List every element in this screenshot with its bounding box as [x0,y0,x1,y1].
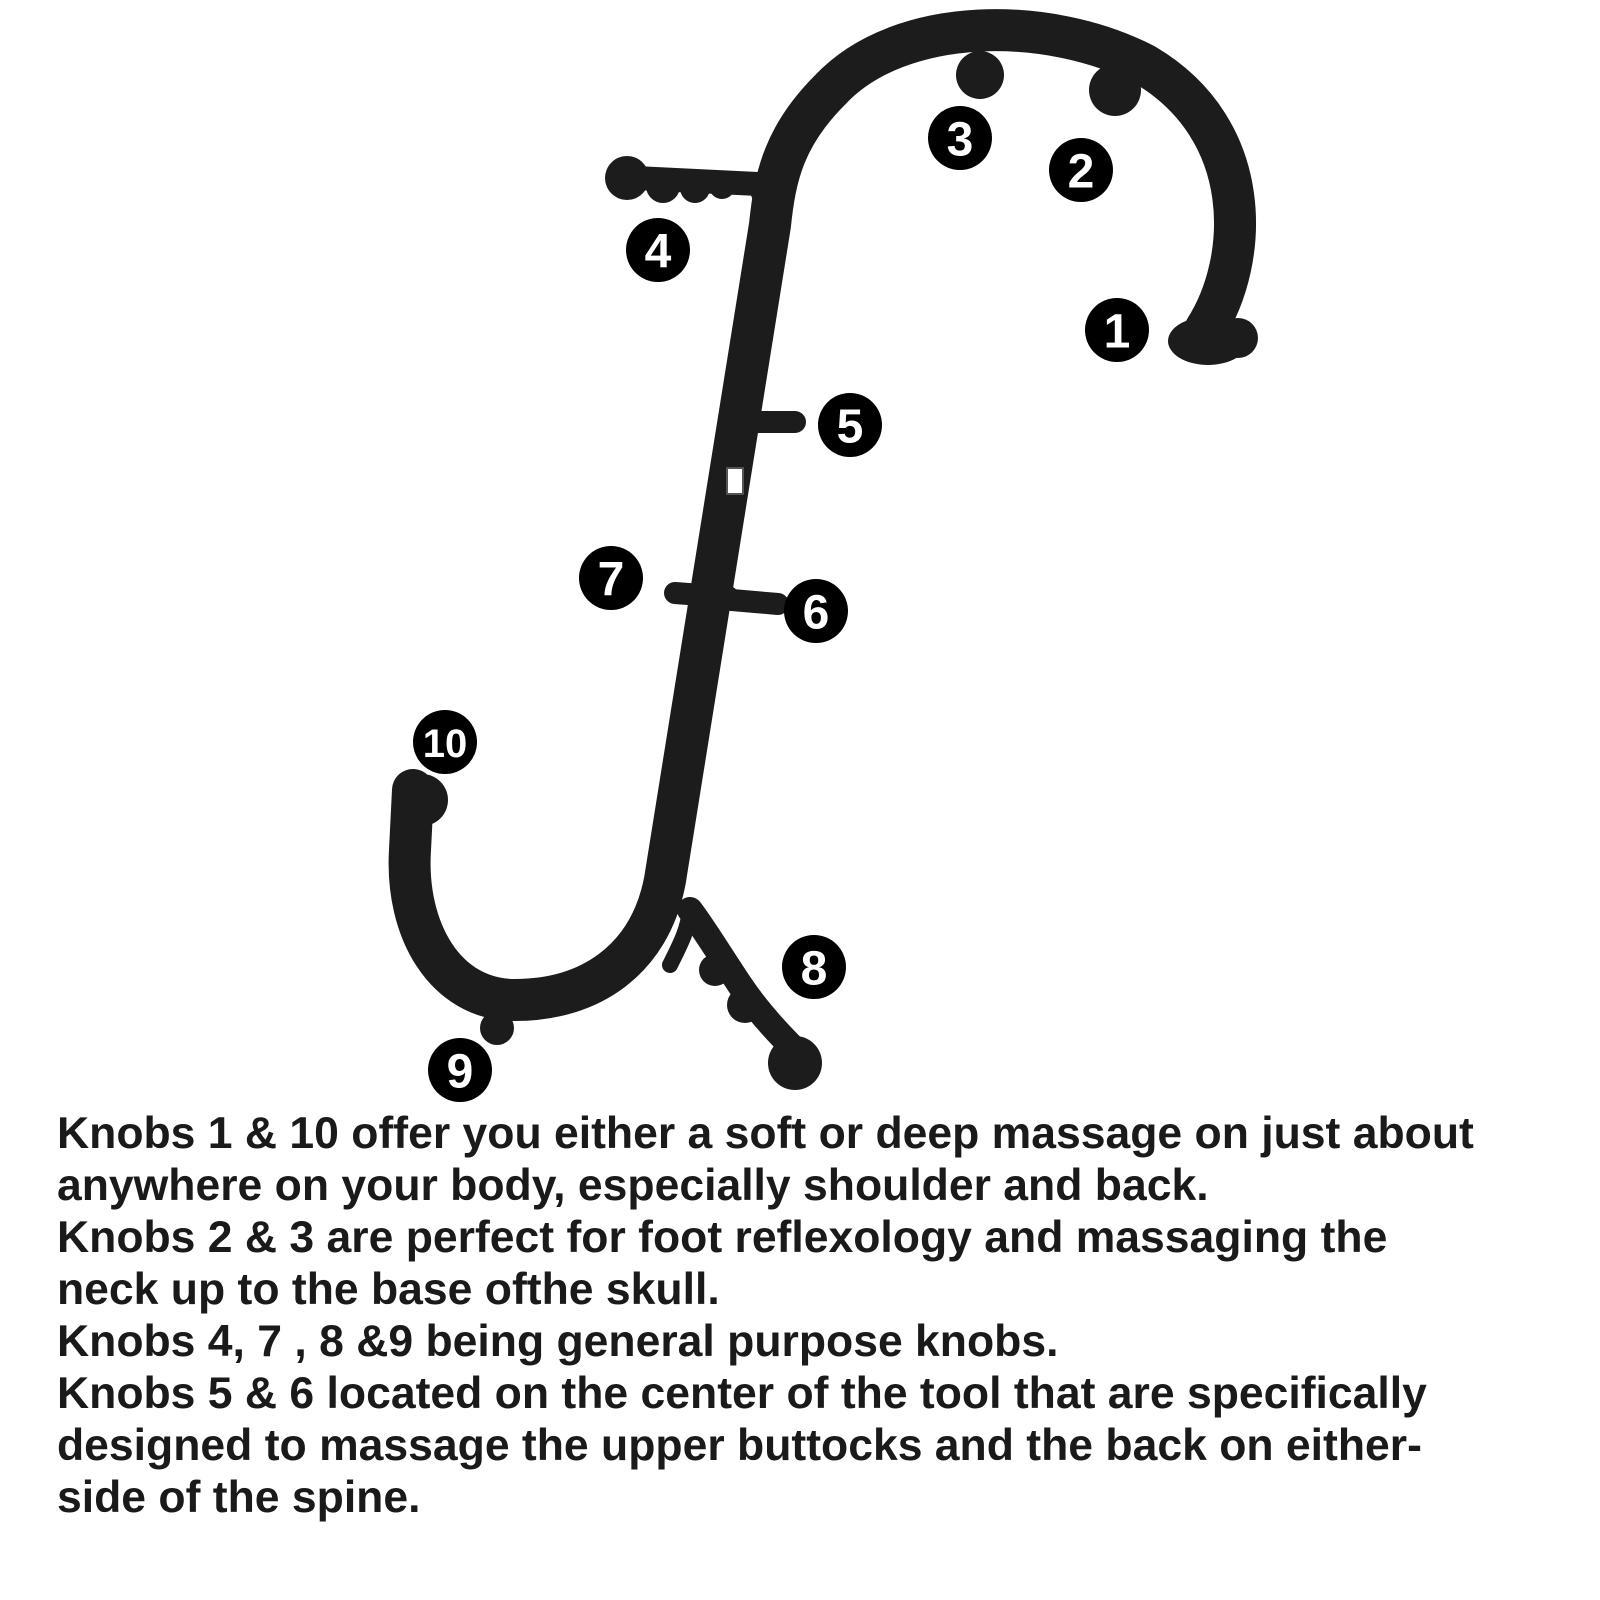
knob-2-badge-number: 2 [1067,145,1095,199]
knob-9-badge [428,1038,492,1102]
knob-6-badge-number: 6 [802,586,830,640]
caption-line: Knobs 5 & 6 located on the center of the tool that are specifically [57,1369,1427,1418]
knob-1-bulb [1218,318,1258,358]
caption-line: neck up to the base ofthe skull. [57,1265,720,1314]
knob-10-tip [396,774,448,826]
knob-3-badge [928,106,992,170]
massage-tool [396,30,1258,1090]
knob-5-badge-number: 5 [836,400,864,454]
knob-4-bump-1 [605,156,649,200]
knob-4-badge-number: 4 [644,225,672,279]
caption-line: Knobs 2 & 3 are perfect for foot reflexology and massaging the [57,1213,1388,1262]
knob-3-badge-number: 3 [946,113,974,167]
knob-10-badge-number: 10 [422,722,468,766]
caption [57,1108,1567,1524]
caption-line: Knobs 4, 7 , 8 &9 being general purpose knobs. [57,1317,1059,1366]
knob-8-tip [768,1036,822,1090]
knob-4-badge [626,218,690,282]
knob-8-badge [782,935,846,999]
caption-line: designed to massage the upper buttocks and the back on either- [57,1421,1422,1470]
knob-4-bump-3 [680,173,710,203]
caption-line: side of the spine. [57,1473,421,1522]
shaft-slot [727,468,743,494]
knob-9-nub [480,1011,514,1045]
knob-10-badge [413,710,477,774]
knob-1-badge-number: 1 [1103,305,1131,359]
knob-4-bump-4 [709,173,735,199]
knob-2-nub [1089,64,1141,116]
knob-6-badge [784,579,848,643]
knob-8-bump-1 [699,954,731,986]
knob-8-bump-2 [727,987,763,1023]
caption-line: anywhere on your body, especially shoulder and back. [57,1161,1209,1210]
knob-7-badge [579,546,643,610]
knob-9-badge-number: 9 [446,1045,474,1099]
knob-2-badge [1049,138,1113,202]
knob-8-badge-number: 8 [800,942,828,996]
knob-4-bump-2 [646,169,680,203]
knob-1-badge [1085,298,1149,362]
knob-5-badge [818,393,882,457]
knob-3-nub [956,51,1004,99]
knob-7-badge-number: 7 [597,553,625,607]
caption-line: Knobs 1 & 10 offer you either a soft or deep massage on just about [57,1109,1474,1158]
knob-7-stub [675,593,728,597]
